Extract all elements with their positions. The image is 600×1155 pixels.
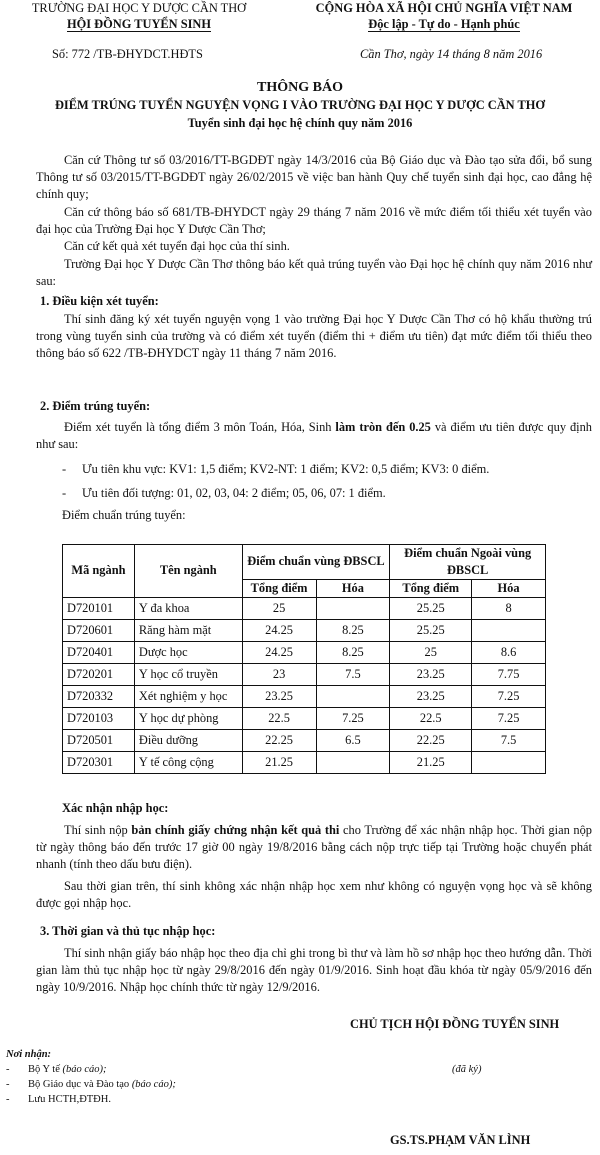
row-chem-outside [472,619,546,641]
document-scope: Tuyển sinh đại học hệ chính quy năm 2016 [187,116,413,130]
row-code: D720301 [63,751,135,773]
table-row [63,729,546,751]
legal-basis-1: Căn cứ Thông tư số 03/2016/TT-BGDĐT ngày 14/3/2016 của Bộ Giáo dục và Đào tạo sửa đổi, bổ sung Thông tư số 03/2015/TT-BGDĐT ngày 26/02/2015 về việc ban hành Quy chế tuyển sinh đại học, cao đẳng hệ chính quy; [36,153,592,201]
priority-region-item: - Ưu tiên khu vực: KV1: 1,5 điểm; KV2-NT: 1 điểm; KV2: 0,5 điểm; KV3: 0 điểm. [62,462,490,476]
row-name: Răng hàm mặt [134,619,242,641]
row-total-mekong: 24.25 [242,619,316,641]
table-row [63,641,546,663]
signer-title: CHỦ TỊCH HỘI ĐỒNG TUYỂN SINH [350,1017,560,1031]
row-chem-outside: 8 [472,597,546,619]
confirm-text-2: Sau thời gian trên, thí sinh không xác nhận nhập học xem như không có nguyện vọng học và sẽ không được gọi nhập học. [36,879,592,910]
row-total-outside: 23.25 [390,685,472,707]
section-2-heading: 2. Điểm trúng tuyển: [40,399,151,413]
issue-date: Cần Thơ, ngày 14 tháng 8 năm 2016 [360,47,543,61]
row-chem-mekong [316,751,390,773]
university-name: TRƯỜNG ĐẠI HỌC Y DƯỢC CẦN THƠ [31,1,247,15]
signer-name: GS.TS.PHẠM VĂN LÌNH [390,1133,531,1147]
confirm-text-1: Thí sinh nộp bản chính giấy chứng nhận kết quả thi cho Trường để xác nhận nhập học. Thời gian nộp từ ngày thông báo đến trước 17 giờ 00 ngày 19/8/2016 bằng cách nộp trực tiếp tại Trường hoặc chuyển phát nhanh (tính theo dấu bưu điện). [36,823,593,871]
table-row [63,707,546,729]
row-chem-mekong: 8.25 [316,641,390,663]
column-header-chem-2: Hóa [472,579,546,597]
national-header [288,0,600,32]
row-total-outside: 25.25 [390,597,472,619]
row-name: Y học dự phòng [134,707,242,729]
row-code: D720103 [63,707,135,729]
table-row [63,751,546,773]
row-name: Y đa khoa [134,597,242,619]
row-total-mekong: 22.25 [242,729,316,751]
row-total-outside: 25 [390,641,472,663]
issuer-block [4,0,274,32]
document-number: Số: 772 /TB-ĐHYDCT.HĐTS [52,47,203,61]
admission-scores-table [62,544,546,774]
signed-note: (đã ký) [452,1064,482,1075]
column-group-mekong: Điểm chuẩn vùng ĐBSCL [242,545,390,580]
recipient-item: - Bộ Y tế (báo cáo); [6,1064,107,1075]
recipient-item: - Lưu HCTH,ĐTĐH. [6,1094,111,1105]
row-chem-mekong: 6.5 [316,729,390,751]
nation-motto: Độc lập - Tự do - Hạnh phúc [368,17,520,31]
row-name: Xét nghiệm y học [134,685,242,707]
row-total-mekong: 25 [242,597,316,619]
row-chem-outside [472,751,546,773]
row-chem-outside: 7.25 [472,685,546,707]
row-total-mekong: 23.25 [242,685,316,707]
table-row [63,685,546,707]
recipients-block [6,1047,176,1107]
row-name: Y tế công cộng [134,751,242,773]
column-header-code: Mã ngành [63,545,135,598]
row-chem-mekong: 7.25 [316,707,390,729]
row-chem-outside: 7.25 [472,707,546,729]
nation-title: CỘNG HÒA XÃ HỘI CHỦ NGHĨA VIỆT NAM [315,1,573,15]
row-chem-mekong [316,597,390,619]
section-1-text: Thí sinh đăng ký xét tuyển nguyện vọng 1 vào trường Đại học Y Dược Cần Thơ có hộ khẩu thường trú trong vùng tuyển sinh của trường và có điểm xét tuyển (điểm thi + điểm ưu tiên) đạt mức điểm tối thiểu theo thông báo số 622 /TB-ĐHYDCT ngày 11 tháng 7 năm 2016. [36,312,592,360]
table-row [63,597,546,619]
column-group-outside: Điểm chuẩn Ngoài vùng ĐBSCL [390,545,546,580]
row-chem-outside: 7.5 [472,729,546,751]
row-code: D720332 [63,685,135,707]
section-3-heading: 3. Thời gian và thủ tục nhập học: [40,924,216,938]
column-header-name: Tên ngành [134,545,242,598]
row-chem-mekong: 7.5 [316,663,390,685]
row-code: D720501 [63,729,135,751]
column-header-chem-1: Hóa [316,579,390,597]
priority-subject-item: - Ưu tiên đối tượng: 01, 02, 03, 04: 2 điểm; 05, 06, 07: 1 điểm. [62,486,386,500]
row-name: Dược học [134,641,242,663]
row-chem-mekong [316,685,390,707]
row-total-outside: 21.25 [390,751,472,773]
row-code: D720101 [63,597,135,619]
row-code: D720201 [63,663,135,685]
row-chem-outside: 8.6 [472,641,546,663]
row-total-mekong: 24.25 [242,641,316,663]
row-name: Y học cổ truyền [134,663,242,685]
section-3-text: Thí sinh nhận giấy báo nhập học theo địa chỉ ghi trong bì thư và làm hồ sơ nhập học theo hướng dẫn. Thời gian làm thủ tục nhập học từ ngày 29/8/2016 đến ngày 01/9/2016. Sinh hoạt đầu khóa từ ngày 05/9/2016 đến ngày 10/9/2016. Nhập học chính thức từ ngày 12/9/2016. [36,946,592,994]
document-subject: ĐIỂM TRÚNG TUYỂN NGUYỆN VỌNG I VÀO TRƯỜNG ĐẠI HỌC Y DƯỢC CẦN THƠ [54,98,546,112]
row-total-outside: 22.5 [390,707,472,729]
row-total-outside: 22.25 [390,729,472,751]
row-total-mekong: 23 [242,663,316,685]
row-chem-outside: 7.75 [472,663,546,685]
column-header-total-2: Tổng điểm [390,579,472,597]
legal-basis-3: Căn cứ kết quả xét tuyển đại học của thí sinh. [64,239,290,253]
row-name: Điều dưỡng [134,729,242,751]
row-total-mekong: 21.25 [242,751,316,773]
document-type-title: THÔNG BÁO [257,80,343,95]
row-code: D720601 [63,619,135,641]
row-total-mekong: 22.5 [242,707,316,729]
table-row [63,619,546,641]
row-code: D720401 [63,641,135,663]
confirm-heading: Xác nhận nhập học: [62,801,169,815]
column-header-total-1: Tổng điểm [242,579,316,597]
council-name: HỘI ĐỒNG TUYỂN SINH [66,17,211,31]
table-intro: Điểm chuẩn trúng tuyển: [62,508,186,522]
table-body [63,597,546,773]
section-1-heading: 1. Điều kiện xét tuyển: [40,294,159,308]
row-total-outside: 25.25 [390,619,472,641]
section-2-text: Điểm xét tuyển là tổng điểm 3 môn Toán, Hóa, Sinh làm tròn đến 0.25 và điểm ưu tiên được quy định như sau: [36,420,592,451]
recipient-item: - Bộ Giáo dục và Đào tạo (báo cáo); [6,1079,176,1090]
legal-basis-2: Căn cứ thông báo số 681/TB-ĐHYDCT ngày 29 tháng 7 năm 2016 về mức điểm tối thiểu xét tuyển vào đại học của Trường Đại học Y Dược Cần Thơ; [36,205,592,236]
announcement-intro: Trường Đại học Y Dược Cần Thơ thông báo kết quả trúng tuyển vào Đại học hệ chính quy năm 2016 như sau: [36,257,592,288]
row-chem-mekong: 8.25 [316,619,390,641]
table-row [63,663,546,685]
row-total-outside: 23.25 [390,663,472,685]
recipients-label: Nơi nhận: [6,1049,52,1060]
